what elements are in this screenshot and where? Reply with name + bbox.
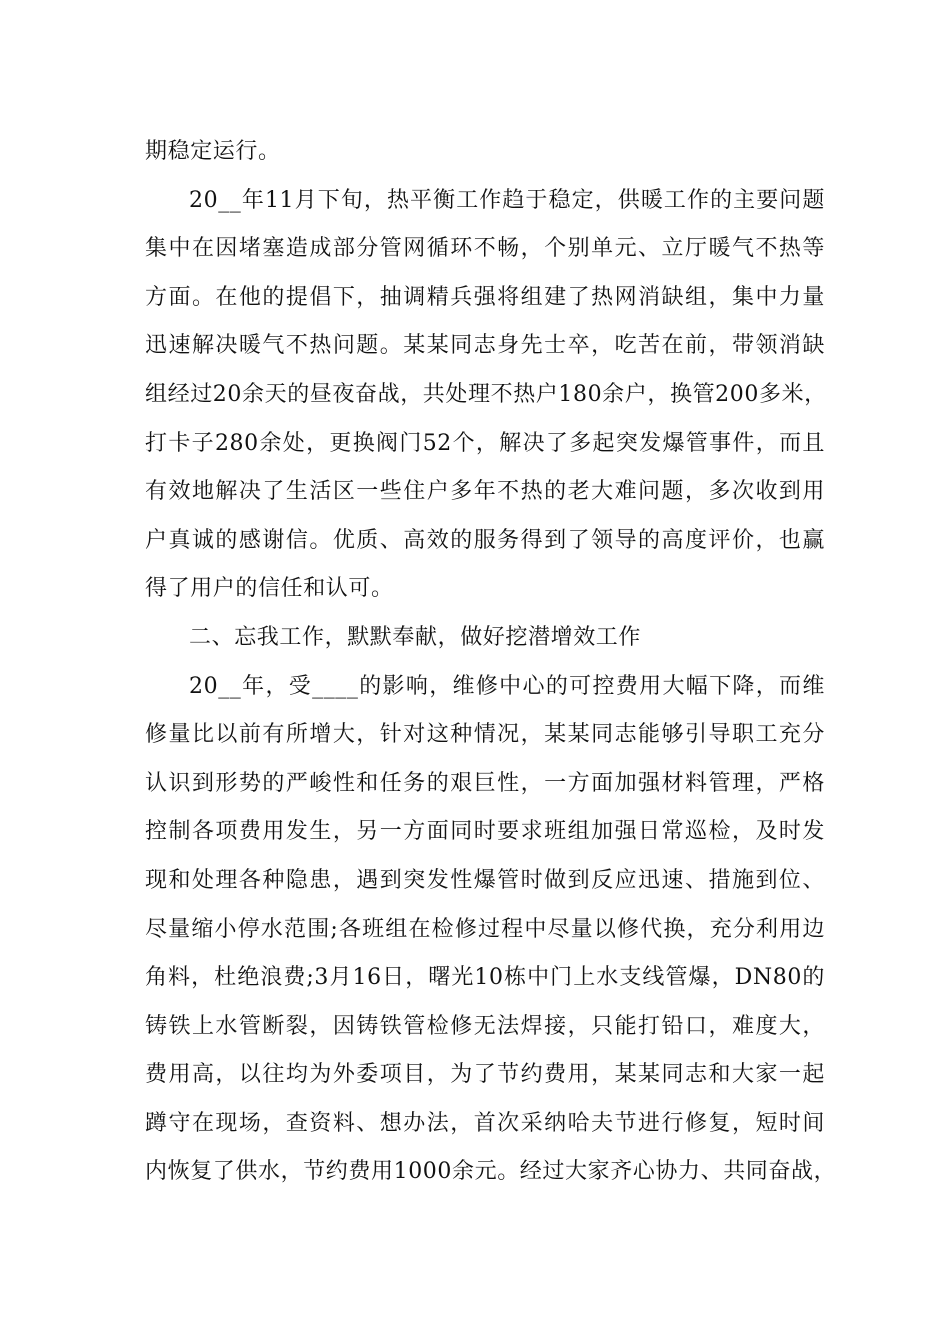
text-line: 现和处理各种隐患，遇到突发性爆管时做到反应迅速、措施到位、 xyxy=(145,867,825,893)
text-line: 费用高，以往均为外委项目，为了节约费用，某某同志和大家一起 xyxy=(145,1062,825,1088)
document-body xyxy=(145,128,837,1197)
text-line: 尽量缩小停水范围;各班组在检修过程中尽量以修代换，充分利用边 xyxy=(145,916,825,942)
text-line: 方面。在他的提倡下，抽调精兵强将组建了热网消缺组，集中力量 xyxy=(145,284,825,310)
text-line: 20__年11月下旬，热平衡工作趋于稳定，供暖工作的主要问题 xyxy=(189,187,825,213)
text-line: 户真诚的感谢信。优质、高效的服务得到了领导的高度评价，也赢 xyxy=(145,527,825,553)
text-line: 角料，杜绝浪费;3月16日，曙光10栋中门上水支线管爆，DN80的 xyxy=(145,965,825,991)
text-line: 打卡子280余处，更换阀门52个，解决了多起突发爆管事件，而且 xyxy=(145,430,825,456)
text-line: 蹲守在现场，查资料、想办法，首次采纳哈夫节进行修复，短时间 xyxy=(145,1110,825,1136)
text-line: 得了用户的信任和认可。 xyxy=(145,576,394,602)
text-line: 内恢复了供水，节约费用1000余元。经过大家齐心协力、共同奋战， xyxy=(145,1159,837,1185)
text-line: 20__年，受____的影响，维修中心的可控费用大幅下降，而维 xyxy=(189,673,825,699)
text-line: 认识到形势的严峻性和任务的艰巨性，一方面加强材料管理，严格 xyxy=(145,770,825,796)
text-line: 集中在因堵塞造成部分管网循环不畅，个别单元、立厅暖气不热等 xyxy=(145,236,825,262)
text-line: 期稳定运行。 xyxy=(145,139,281,164)
text-line: 控制各项费用发生，另一方面同时要求班组加强日常巡检，及时发 xyxy=(145,819,825,845)
text-line: 铸铁上水管断裂，因铸铁管检修无法焊接，只能打铅口，难度大， xyxy=(145,1013,825,1039)
text-line: 迅速解决暖气不热问题。某某同志身先士卒，吃苦在前，带领消缺 xyxy=(145,333,825,359)
text-line: 有效地解决了生活区一些住户多年不热的老大难问题，多次收到用 xyxy=(145,479,825,505)
text-line: 组经过20余天的昼夜奋战，共处理不热户180余户，换管200多米， xyxy=(145,381,827,407)
section-heading: 二、忘我工作，默默奉献，做好挖潜增效工作 xyxy=(189,624,642,650)
text-line: 修量比以前有所增大，针对这种情况，某某同志能够引导职工充分 xyxy=(145,722,825,748)
